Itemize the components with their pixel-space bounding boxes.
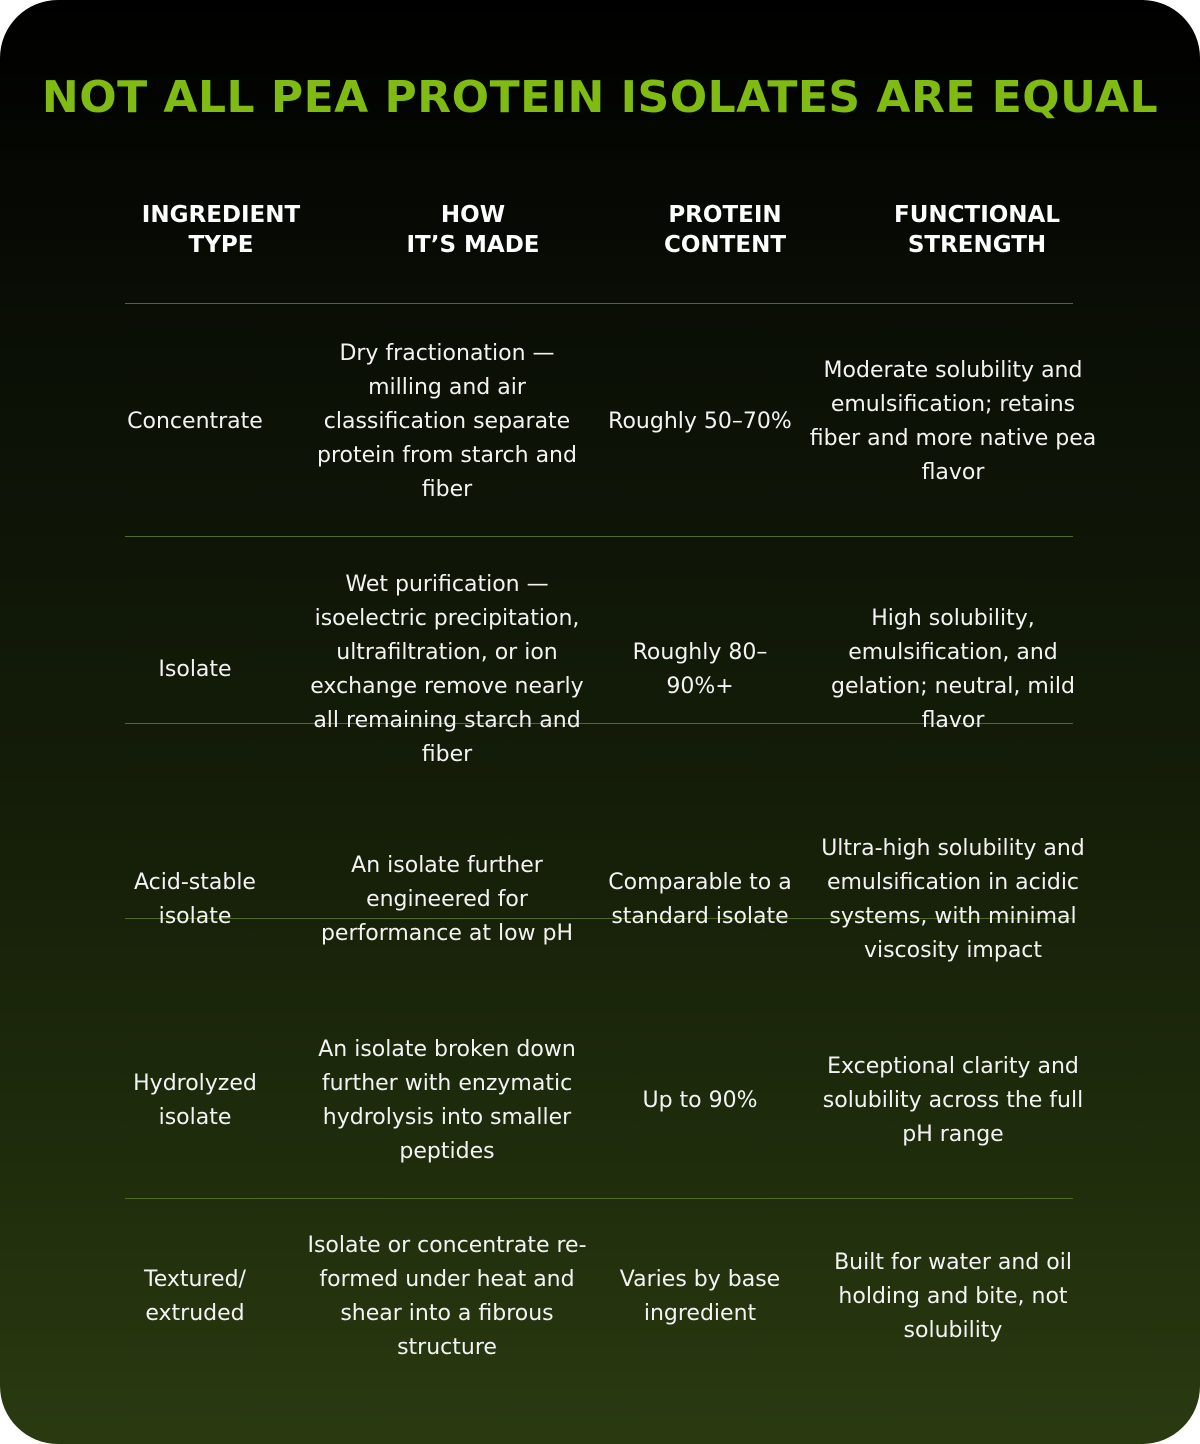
table-row-concentrate-function: Moderate solubility and emulsification; retains fiber and more native pea flavor <box>809 358 1097 485</box>
table-row-textured-protein: Varies by base ingredient <box>619 1267 781 1326</box>
page-title: NOT ALL PEA PROTEIN ISOLATES ARE EQUAL <box>41 72 1159 123</box>
table-row-concentrate-how: Dry fractionation — milling and air classification separate protein from starch and fiber <box>317 341 577 502</box>
table-row-textured-type: Textured/ extruded <box>144 1267 246 1326</box>
row-divider <box>125 536 1073 537</box>
table-row-hydrolyzed-how: An isolate broken down further with enzymatic hydrolysis into smaller peptides <box>318 1037 576 1164</box>
header-ingredient-type: INGREDIENT TYPE <box>141 202 301 258</box>
table-row-isolate-function: High solubility, emulsification, and gelation; neutral, mild flavor <box>831 606 1075 733</box>
table-row-hydrolyzed-protein: Up to 90% <box>642 1088 758 1113</box>
header-protein-content: PROTEIN CONTENT <box>663 202 787 258</box>
table-row-concentrate-type: Concentrate <box>127 409 263 434</box>
table-row-textured-function: Built for water and oil holding and bite, not solubility <box>834 1250 1072 1343</box>
table-row-acid-stable-protein: Comparable to a standard isolate <box>608 870 792 929</box>
table-row-acid-stable-type: Acid-stable isolate <box>134 870 256 929</box>
header-functional-strength: FUNCTIONAL STRENGTH <box>893 202 1061 258</box>
header-how-its-made: HOW IT’S MADE <box>406 202 540 258</box>
table-row-hydrolyzed-function: Exceptional clarity and solubility across the full pH range <box>822 1054 1084 1147</box>
table-row-isolate-type: Isolate <box>158 657 232 682</box>
row-divider <box>125 303 1073 304</box>
table-row-isolate-how: Wet purification — isoelectric precipitation, ultrafiltration, or ion exchange remove nearly all remaining starch and fiber <box>310 572 584 767</box>
table-row-isolate-protein: Roughly 80–90%+ <box>632 640 768 699</box>
table-row-acid-stable-function: Ultra-high solubility and emulsification in acidic systems, with minimal viscosity impact <box>821 836 1085 963</box>
table-row-acid-stable-how: An isolate further engineered for performance at low pH <box>320 853 574 946</box>
table-row-hydrolyzed-type: Hydrolyzed isolate <box>133 1071 257 1130</box>
table-row-concentrate-protein: Roughly 50–70% <box>608 409 792 434</box>
row-divider <box>125 1198 1073 1199</box>
table-row-textured-how: Isolate or concentrate re-formed under heat and shear into a fibrous structure <box>307 1233 587 1360</box>
